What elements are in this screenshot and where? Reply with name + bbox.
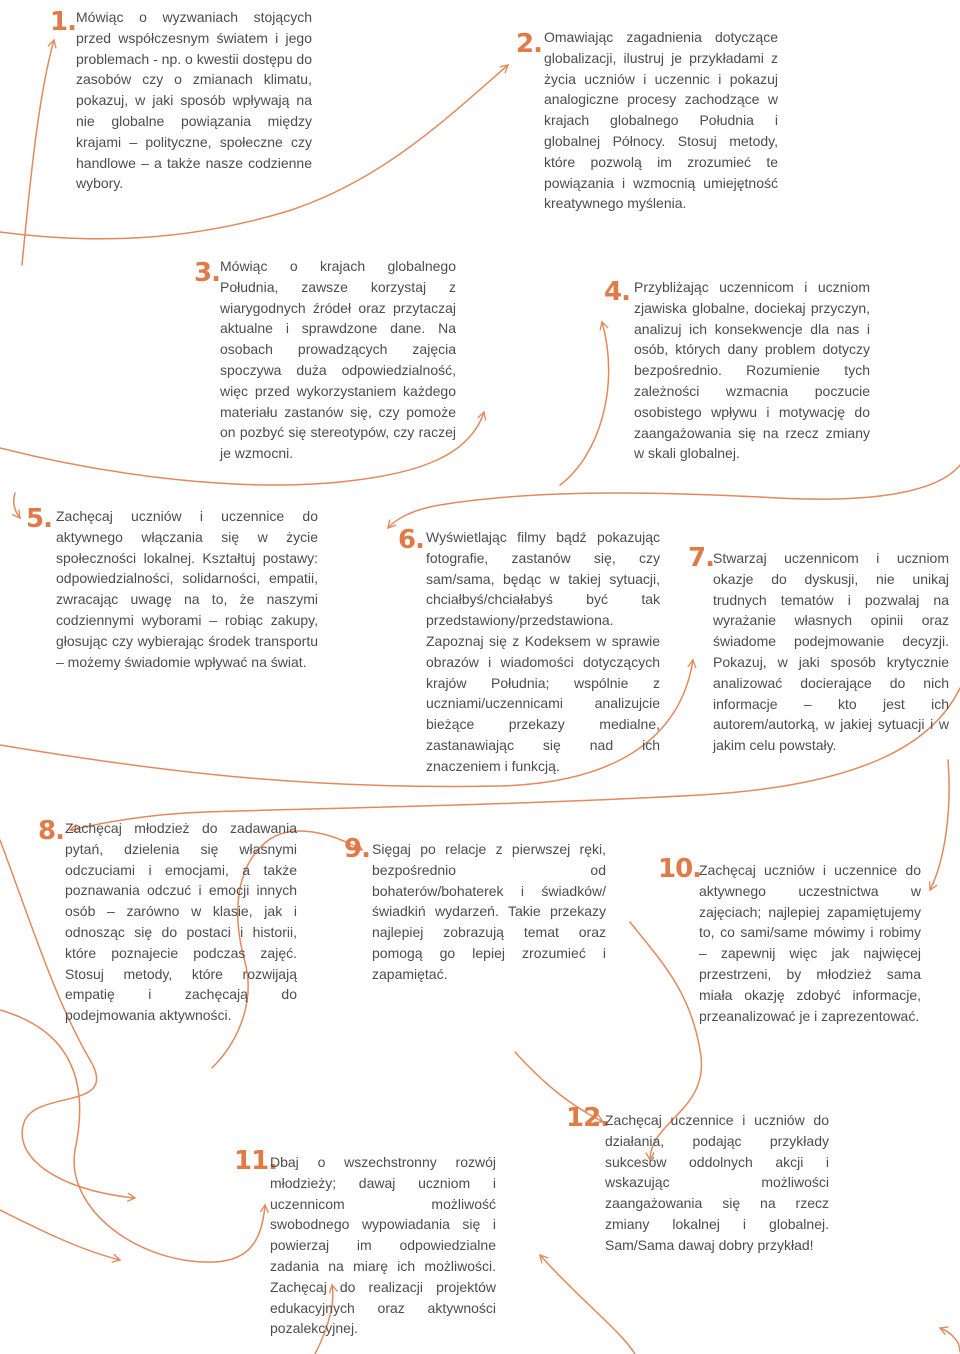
tip-text: Zachęcaj uczniów i uczennice do aktywnego uczestnictwa w zajęciach; najlepiej zapamiętujemy to, co sami/same mówimy i robimy – zapewnij więc jak najwięcej przestrzeni, by młodzież sama miała okazję zdobyć informacje, przeanalizować je i zaprezentować. [699,862,921,1024]
tip-number: 11. [234,1146,278,1176]
tip-number: 6. [398,525,424,555]
arrow-13 [540,1255,635,1354]
tip-number: 9. [344,834,370,864]
tip-text: Zachęcaj młodzież do zadawania pytań, dzielenia się własnymi odczuciami i emocjami, a także poznawania odczuć i emocji innych osób – zarówno w klasie, jak i odnosząc się do postaci i historii, które poznajecie podczas zajęć. Stosuj metody, które rozwijają empatię i zachęcają do podejmowania aktywności. [65,820,297,1024]
tip-text: Omawiając zagadnienia dotyczące globalizacji, ilustruj je przykładami z życia uczniów i uczennic i pokazuj analogiczne procesy zachodzące w krajach globalnego Południa i globalnej Północy. Stosuj metody, które pozwolą im zrozumieć te powiązania i wzmocnią umiejętność kreatywnego myślenia. [544,29,778,212]
tip-text: Zachęcaj uczennice i uczniów do działania, podając przykłady sukcesów oddolnych akcji i wskazując możliwości zaangażowania się na rzecz zmiany lokalnej i globalnej. Sam/Sama dawaj dobry przykład! [605,1112,829,1253]
tip-text: Stwarzaj uczennicom i uczniom okazje do dyskusji, nie unikaj trudnych tematów i pozwalaj na wyrażanie własnych opinii oraz świadome podejmowanie decyzji. Pokazuj, w jaki sposób krytycznie analizować docierające do nich informacje – kto jest ich autorem/autorką, w jakiej sytuacji i w jakim celu powstały. [713,550,949,754]
arrow-6 [14,493,20,518]
tip-number: 10. [658,854,702,884]
tip-number: 4. [604,277,630,307]
tip-number: 7. [688,543,714,573]
tip-text: Mówiąc o krajach globalnego Południa, zawsze korzystaj z wiarygodnych źródeł oraz przytaczaj aktualne i sprawdzone dane. Na osobach prowadzących zajęcia spoczywa duża odpowiedzialność, więc przed wykorzystaniem każdego materiału zastanów się, czy pomoże on pozbyć się stereotypów, czy raczej je wzmocni. [220,258,456,462]
tip-text: Wyświetlając filmy bądź pokazując fotografie, zastanów się, czy sam/sama, będąc w takiej sytuacji, chciałbyś/chciałabyś być tak przedstawiony/przedstawiona. Zapoznaj się z Kodeksem w sprawie obrazów i wiadomości dotyczących krajów Południa; wspólnie z uczniami/uczennicami analizujcie bieżące przekazy medialne, zastanawiając się nad ich znaczeniem i funkcją. [426,529,660,774]
tip-text: Mówiąc o wyzwaniach stojących przed współczesnym światem i jego problemach - np. o kwestii dostępu do zasobów czy o zmianach klimatu, pokazuj, w jaki sposób wpływają na nie globalne powiązania między krajami – polityczne, społeczne czy handlowe – a także nasze codzienne wybory. [76,9,312,192]
arrow-17 [930,760,949,890]
tip-text: Dbaj o wszechstronny rozwój młodzieży; dawaj uczniom i uczennicom możliwość swobodnego wypowiadania się i powierzaj im odpowiedzialne zadania na miarę ich możliwości. Zachęcaj do realizacji projektów edukacyjnych oraz aktywności pozalekcyjnej. [270,1154,496,1337]
arrow-1 [22,40,54,265]
arrow-5 [388,465,960,528]
arrow-12 [940,1328,960,1352]
tip-number: 12. [566,1103,610,1133]
tip-text: Sięgaj po relacje z pierwszej ręki, bezpośrednio od bohaterów/bohaterek i świadków/świadkiń wydarzeń. Takie przekazy najlepiej zobrazują temat oraz pomogą go lepiej zrozumieć i zapamiętać. [372,841,606,982]
tip-text: Zachęcaj uczniów i uczennice do aktywnego włączania się w życie społeczności lokalnej. Kształtuj postawy: odpowiedzialności, solidarności, empatii, zwracając uwagę na to, że naszymi codziennymi wyborami – robiąc zakupy, głosując czy wybierając środek transportu – możemy świadomie wpływać na świat. [56,508,318,670]
tip-number: 2. [516,29,542,59]
arrow-11 [0,1010,265,1262]
arrow-4 [560,322,609,485]
tip-number: 8. [38,816,64,846]
tip-number: 5. [26,504,52,534]
tip-number: 1. [50,7,76,37]
tip-text: Przybliżając uczennicom i uczniom zjawiska globalne, dociekaj przyczyn, analizuj ich konsekwencje dla nas i osób, których dany problem dotyczy bezpośrednio. Rozumienie tych zależności wzmacnia poczucie osobistego wpływu i motywację do zaangażowania się na rzecz zmiany w skali globalnej. [634,279,870,462]
arrow-16 [0,1210,120,1260]
tip-number: 3. [194,258,220,288]
